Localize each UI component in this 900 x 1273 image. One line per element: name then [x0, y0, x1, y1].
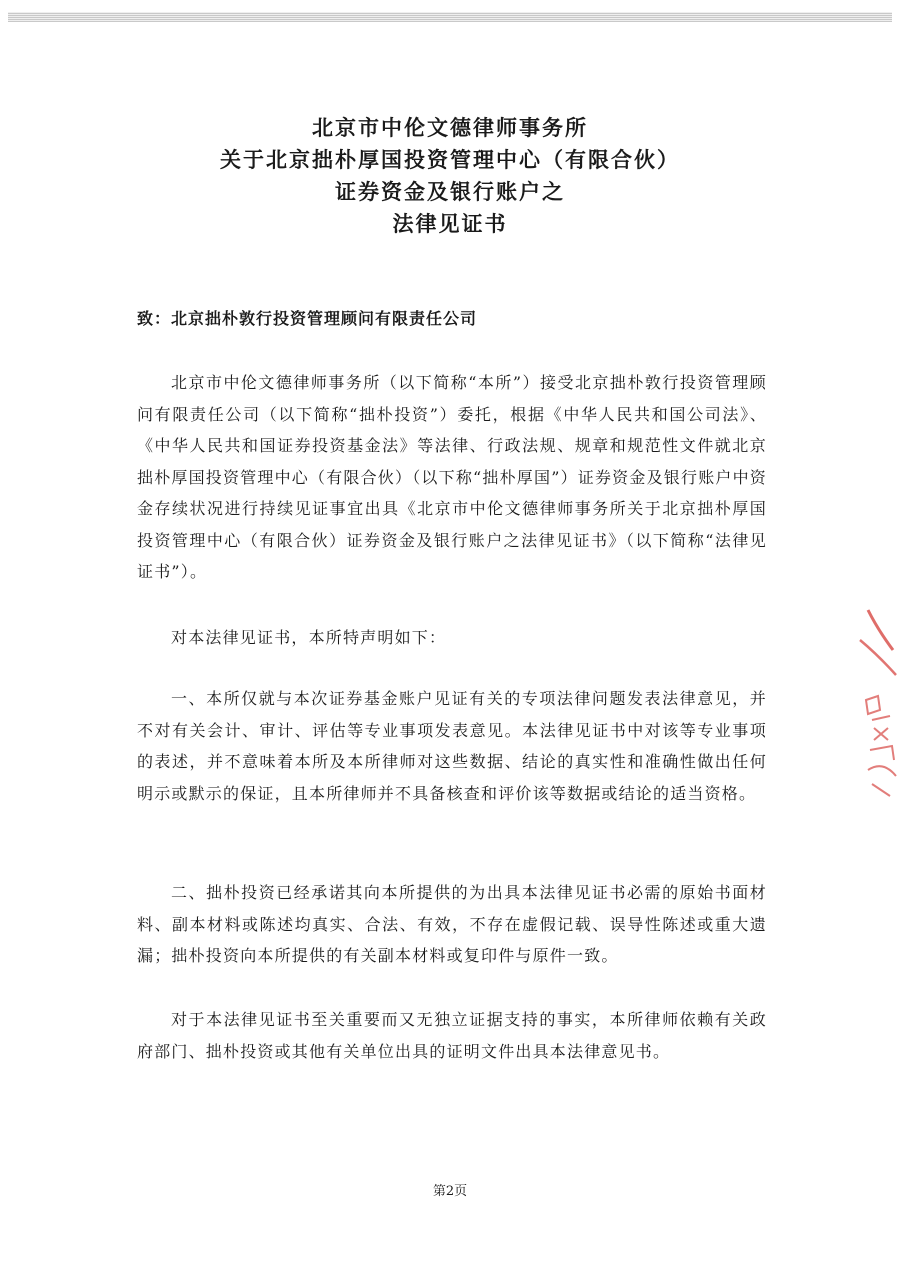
- statement-intro-paragraph: 对本法律见证书，本所特声明如下：: [171, 628, 447, 647]
- title-line-3: 证券资金及银行账户之: [335, 180, 565, 204]
- title-line-1: 北京市中伦文德律师事务所: [312, 116, 588, 140]
- intro-paragraph: 北京市中伦文德律师事务所（以下简称“本所”）接受北京拙朴敦行投资管理顾问有限责任公司（以下简称“拙朴投资”）委托，根据《中华人民共和国公司法》、《中华人民共和国证券投资基金法》等法律、行政法规、规章和规范性文件就北京拙朴厚国投资管理中心（有限合伙）（以下称“拙朴厚国”）证券资金及银行账户中资金存续状况进行持续见证事宜出具《北京市中伦文德律师事务所关于北京拙朴厚国投资管理中心（有限合伙）证券资金及银行账户之法律见证书》（以下简称“法律见证书”）。: [137, 373, 767, 581]
- title-line-4: 法律见证书: [392, 212, 508, 236]
- statement-item-1: 一、本所仅就与本次证券基金账户见证有关的专项法律问题发表法律意见，并不对有关会计、审计、评估等专业事项发表意见。本法律见证书中对该等专业事项的表述，并不意味着本所及本所律师对这些数据、结论的真实性和准确性做出任何明示或默示的保证，且本所律师并不具备核查和评价该等数据或结论的适当资格。: [137, 689, 767, 803]
- page-number: 第2页: [432, 1184, 468, 1199]
- addressee: 致：北京拙朴敦行投资管理顾问有限责任公司: [137, 309, 478, 328]
- title-line-2: 关于北京拙朴厚国投资管理中心（有限合伙）: [220, 148, 680, 172]
- statement-item-2: 二、拙朴投资已经承诺其向本所提供的为出具本法律见证书必需的原始书面材料、副本材料或陈述均真实、合法、有效，不存在虚假记载、误导性陈述或重大遗漏；拙朴投资向本所提供的有关副本材料或复印件与原件一致。: [137, 883, 767, 965]
- scan-edge-artifact: [8, 12, 892, 22]
- reliance-paragraph: 对于本法律见证书至关重要而又无独立证据支持的事实，本所律师依赖有关政府部门、拙朴投资或其他有关单位出具的证明文件出具本法律意见书。: [137, 1010, 767, 1061]
- document-title: [0, 112, 900, 240]
- red-seal-stamp-fragment: [838, 600, 898, 810]
